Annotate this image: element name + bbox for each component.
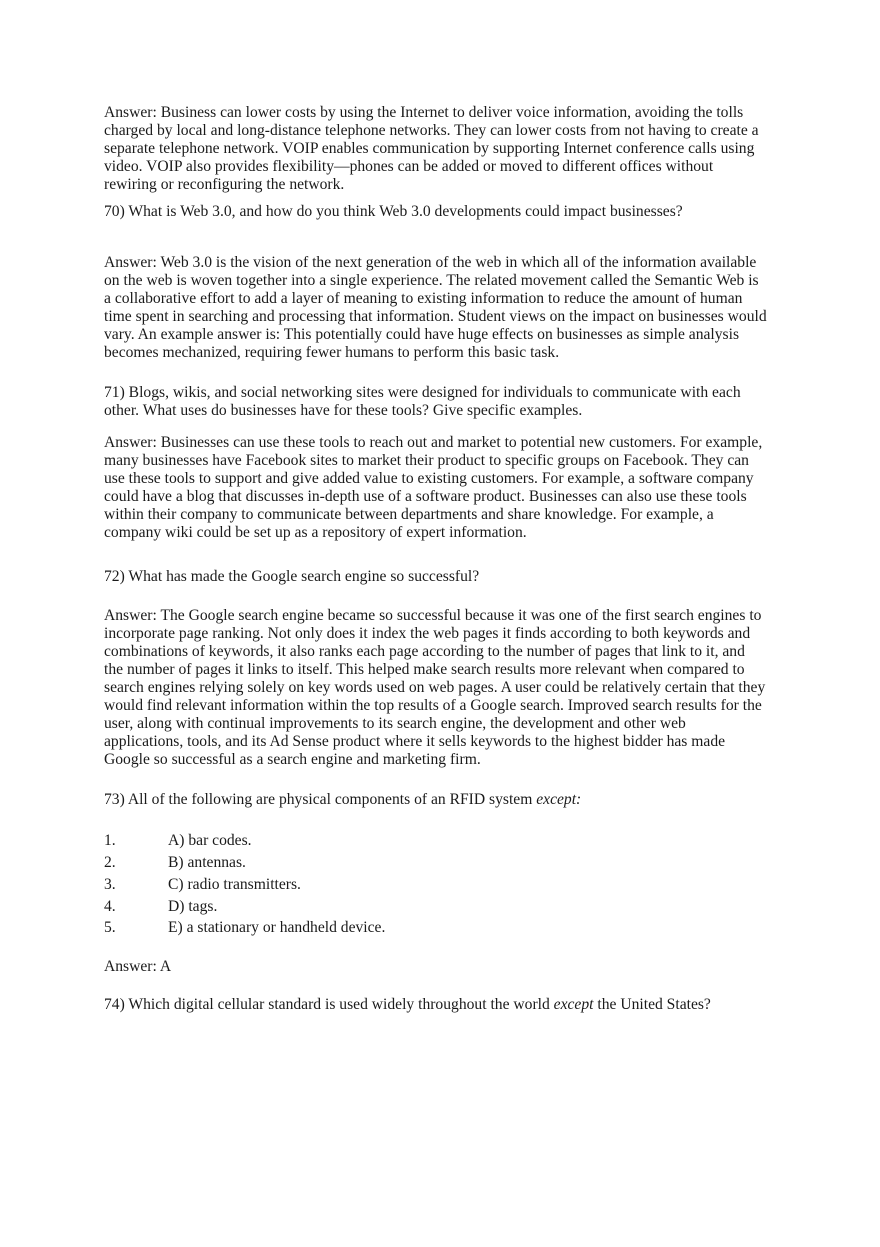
option-item <box>104 876 301 894</box>
text-line: 72) What has made the Google search engine so successful? <box>104 568 480 585</box>
option-item <box>104 832 252 850</box>
option-number: 3. <box>104 876 116 893</box>
option-number: 2. <box>104 854 116 871</box>
text-line: Answer: A <box>104 958 172 975</box>
question-text: 74) Which digital cellular standard is used widely throughout the world <box>104 996 554 1013</box>
question-text: 73) All of the following are physical components of an RFID system <box>104 791 537 808</box>
answer-72 <box>104 607 765 769</box>
text-line: becomes mechanized, requiring fewer humans to perform this basic task. <box>104 344 560 361</box>
text-line: within their company to communicate between departments and share knowledge. For example, a <box>104 506 714 523</box>
answer-71 <box>104 434 762 542</box>
question-text: the United States? <box>593 996 711 1013</box>
option-text: D) tags. <box>168 898 218 915</box>
option-text: A) bar codes. <box>168 832 252 849</box>
text-line: rewiring or reconfiguring the network. <box>104 176 345 193</box>
text-line: incorporate page ranking. Not only does it index the web pages it finds according to both keywords and <box>104 625 751 642</box>
text-line: Answer: Businesses can use these tools to reach out and market to potential new customers. For example, <box>104 434 763 451</box>
answer-73 <box>104 958 171 976</box>
question-72 <box>104 568 479 586</box>
answer-70 <box>104 254 767 362</box>
option-item <box>104 854 246 872</box>
text-line: time spent in searching and processing that information. Student views on the impact on businesses would <box>104 308 767 325</box>
option-item <box>104 919 385 937</box>
question-71 <box>104 384 741 420</box>
option-item <box>104 898 217 916</box>
text-line: would find relevant information within the top results of a Google search. Improved search results for the <box>104 697 762 714</box>
text-line: video. VOIP also provides flexibility—phones can be added or moved to different offices without <box>104 158 714 175</box>
text-line: on the web is woven together into a single experience. The related movement called the Semantic Web is <box>104 272 759 289</box>
question-73 <box>104 791 581 809</box>
text-line: the number of pages it links to itself. This helped make search results more relevant when compared to <box>104 661 745 678</box>
text-line: separate telephone network. VOIP enables communication by supporting Internet conference calls using <box>104 140 755 157</box>
option-text: C) radio transmitters. <box>168 876 301 893</box>
option-number: 5. <box>104 919 116 936</box>
question-emphasis: except <box>553 996 594 1013</box>
text-line: search engines relying solely on key words used on web pages. A user could be relatively certain that they <box>104 679 766 696</box>
question-74 <box>104 996 711 1014</box>
text-line: 71) Blogs, wikis, and social networking sites were designed for individuals to communicate with each <box>104 384 741 401</box>
text-line: a collaborative effort to add a layer of meaning to existing information to reduce the amount of human <box>104 290 743 307</box>
option-number: 4. <box>104 898 116 915</box>
answer-69 <box>104 104 759 194</box>
text-line: combinations of keywords, it also ranks each page according to the number of pages that link to it, and <box>104 643 745 660</box>
text-line: use these tools to support and give added value to existing customers. For example, a software company <box>104 470 754 487</box>
option-text: B) antennas. <box>168 854 246 871</box>
text-line: could have a blog that discusses in-depth use of a software product. Businesses can also use these tools <box>104 488 747 505</box>
option-number: 1. <box>104 832 116 849</box>
question-70 <box>104 203 683 221</box>
text-line: many businesses have Facebook sites to market their product to specific groups on Facebook. They can <box>104 452 749 469</box>
text-line: applications, tools, and its Ad Sense product where it sells keywords to the highest bidder has made <box>104 733 726 750</box>
text-line: user, along with continual improvements to its search engine, the development and other web <box>104 715 686 732</box>
text-line: vary. An example answer is: This potentially could have huge effects on businesses as simple analysis <box>104 326 740 343</box>
text-line: Answer: Business can lower costs by using the Internet to deliver voice information, avoiding the tolls <box>104 104 744 121</box>
text-line: charged by local and long-distance telephone networks. They can lower costs from not having to create a <box>104 122 759 139</box>
text-line: 70) What is Web 3.0, and how do you think Web 3.0 developments could impact businesses? <box>104 203 683 220</box>
text-line: other. What uses do businesses have for these tools? Give specific examples. <box>104 402 583 419</box>
text-line: Answer: Web 3.0 is the vision of the next generation of the web in which all of the information available <box>104 254 757 271</box>
text-line: Google so successful as a search engine and marketing firm. <box>104 751 481 768</box>
question-emphasis: except: <box>536 791 582 808</box>
text-line: company wiki could be set up as a repository of expert information. <box>104 524 527 541</box>
text-line: Answer: The Google search engine became so successful because it was one of the first search engines to <box>104 607 762 624</box>
option-text: E) a stationary or handheld device. <box>168 919 386 936</box>
